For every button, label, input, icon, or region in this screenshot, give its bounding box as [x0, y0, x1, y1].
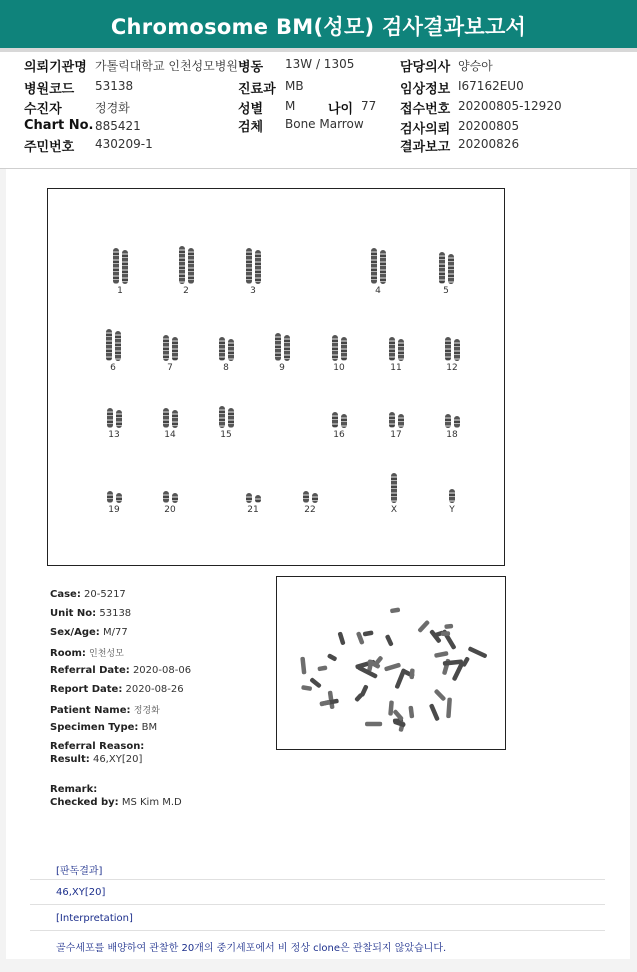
metaphase-chromosome [360, 684, 369, 697]
chromosome-label-4: 4 [375, 286, 381, 296]
chromosome-pair-10 [332, 335, 347, 361]
chromosome [172, 410, 178, 428]
clin-info-value: I67162EU0 [458, 79, 524, 93]
metaphase-chromosome [300, 657, 306, 675]
metaphase-chromosome [319, 700, 330, 707]
checked-label: Checked by: [50, 797, 119, 808]
chromosome [448, 254, 454, 284]
chromosome-pair-Y [449, 489, 455, 503]
refreason-row [50, 741, 144, 752]
chromosome-pair-11 [389, 337, 404, 361]
receipt-label: 접수번호 [400, 102, 451, 117]
chromosome [228, 339, 234, 361]
metaphase-chromosome [434, 689, 447, 702]
case-row [50, 589, 126, 600]
verdict-heading: [판독결과] [56, 866, 103, 877]
chromosome-pair-13 [107, 408, 122, 428]
verdict-value: 46,XY[20] [56, 887, 106, 898]
spectype-row [50, 722, 157, 733]
chromosome-pair-22 [303, 491, 318, 503]
chromosome [219, 337, 225, 361]
chromosome [341, 337, 347, 361]
chromosome-label-19: 19 [108, 505, 120, 515]
sex-value: M [285, 99, 296, 113]
metaphase-chromosome [390, 607, 400, 613]
metaphase-spread-image [276, 576, 506, 750]
chromosome-label-3: 3 [250, 286, 256, 296]
chromosome-pair-16 [332, 412, 347, 428]
case-label: Case: [50, 589, 81, 600]
spectype-label: Specimen Type: [50, 722, 139, 733]
chromosome-label-10: 10 [333, 363, 345, 373]
sexage-label: Sex/Age: [50, 627, 100, 638]
chromosome [255, 495, 261, 503]
chromosome-pair-17 [389, 412, 404, 428]
report-title: Chromosome BM(성모) 검사결과보고서 [110, 15, 527, 39]
chromosome [341, 414, 347, 428]
interp-value: 골수세포를 배양하여 관찰한 20개의 중기세포에서 비 정상 clone은 관찰되지 않았습니다. [56, 943, 447, 954]
interp-heading: [Interpretation] [56, 913, 133, 924]
chromosome [371, 248, 377, 284]
doctor-label: 담당의사 [400, 60, 451, 75]
chromosome [188, 248, 194, 284]
chromosome [172, 493, 178, 503]
chromosome-label-18: 18 [446, 430, 458, 440]
chromosome-label-5: 5 [443, 286, 449, 296]
chromosome-label-15: 15 [220, 430, 232, 440]
patient-label: Patient Name: [50, 705, 131, 716]
metaphase-chromosome [384, 662, 401, 671]
chromosome-label-14: 14 [164, 430, 176, 440]
repdate-row [50, 684, 184, 695]
chromosome-label-20: 20 [164, 505, 176, 515]
chromosome-label-8: 8 [223, 363, 229, 373]
chromosome [454, 416, 460, 428]
result-report-value: 20200826 [458, 137, 520, 151]
remark-row [50, 784, 97, 795]
chromosome [116, 410, 122, 428]
age-value: 77 [361, 99, 377, 113]
sex-label: 성별 [238, 102, 264, 117]
repdate-value: 2020-08-26 [125, 684, 184, 695]
hosp-code-value: 53138 [95, 79, 134, 93]
chromosome [219, 406, 225, 428]
karyogram-image [47, 188, 505, 566]
result-row [50, 754, 142, 765]
ward-label: 병동 [238, 60, 264, 75]
result-label: Result: [50, 754, 90, 765]
chromosome [391, 473, 397, 503]
patient-value: 정경화 [133, 706, 160, 716]
chromosome [275, 333, 281, 361]
receiver-value: 정경화 [95, 101, 130, 115]
chromosome-pair-1 [113, 248, 128, 284]
result-report-label: 결과보고 [400, 140, 451, 155]
chromosome [332, 412, 338, 428]
case-value: 20-5217 [84, 589, 126, 600]
room-value: 인천성모 [89, 649, 124, 659]
chromosome [115, 331, 121, 361]
ward-value: 13W / 1305 [285, 57, 355, 71]
chromosome-pair-6 [106, 329, 121, 361]
refdate-value: 2020-08-06 [132, 665, 192, 676]
metaphase-chromosome [363, 630, 374, 636]
chromosome [163, 335, 169, 361]
chromosome-label-6: 6 [110, 363, 116, 373]
refreason-label: Referral Reason: [50, 741, 145, 752]
chart-label: Chart No. [24, 118, 94, 133]
chromosome-pair-15 [219, 406, 234, 428]
chromosome [398, 414, 404, 428]
req-org-value: 가톨릭대학교 인천성모병원 [95, 59, 238, 73]
doctor-value: 양승아 [458, 59, 493, 73]
chromosome-label-11: 11 [390, 363, 402, 373]
chromosome-pair-18 [445, 414, 460, 428]
chromosome [228, 408, 234, 428]
chromosome-label-9: 9 [279, 363, 285, 373]
refdate-label: Referral Date: [50, 665, 130, 676]
hosp-code-label: 병원코드 [24, 82, 75, 97]
metaphase-chromosome [444, 624, 453, 629]
chromosome-label-16: 16 [333, 430, 345, 440]
specimen-value: Bone Marrow [285, 117, 364, 131]
dept-value: MB [285, 79, 304, 93]
req-org-label: 의뢰기관명 [24, 60, 87, 75]
chromosome [106, 329, 112, 361]
metaphase-chromosome [301, 685, 312, 691]
sexage-row [50, 627, 128, 638]
metaphase-chromosome [317, 665, 327, 671]
chromosome [454, 339, 460, 361]
chromosome [246, 493, 252, 503]
metaphase-chromosome [417, 620, 430, 633]
room-label: Room: [50, 648, 86, 659]
chromosome [113, 248, 119, 284]
receiver-label: 수진자 [24, 102, 62, 117]
refdate-row [50, 665, 191, 676]
chromosome-label-21: 21 [247, 505, 259, 515]
metaphase-chromosome [385, 634, 394, 647]
patient-row [50, 703, 160, 716]
unit-value: 53138 [99, 608, 132, 619]
remark-label: Remark: [50, 784, 98, 795]
metaphase-spread-graphic [277, 577, 505, 749]
chromosome [107, 408, 113, 428]
chromosome-pair-8 [219, 337, 234, 361]
metaphase-chromosome [365, 722, 382, 727]
chromosome-pair-20 [163, 491, 178, 503]
age-label: 나이 [328, 102, 354, 117]
metaphase-chromosome [429, 629, 442, 644]
chromosome-label-2: 2 [183, 286, 189, 296]
unit-row [50, 608, 131, 619]
chromosome-label-12: 12 [446, 363, 458, 373]
patient-info-panel [0, 52, 637, 169]
chromosome-pair-9 [275, 333, 290, 361]
metaphase-chromosome [409, 668, 414, 679]
chromosome-label-Y: Y [449, 505, 455, 515]
chromosome [439, 252, 445, 284]
chromosome [163, 408, 169, 428]
chromosome [122, 250, 128, 284]
metaphase-chromosome [429, 703, 440, 721]
chromosome-pair-X [391, 473, 397, 503]
chromosome [449, 489, 455, 503]
id-value: 430209-1 [95, 137, 153, 151]
metaphase-chromosome [446, 697, 452, 718]
chromosome [398, 339, 404, 361]
chromosome-label-1: 1 [117, 286, 123, 296]
test-req-label: 검사의뢰 [400, 122, 451, 137]
sexage-value: M/77 [102, 627, 128, 638]
metaphase-chromosome [408, 706, 414, 719]
chromosome-pair-21 [246, 493, 261, 503]
checked-value: MS Kim M.D [121, 797, 182, 808]
chromosome [255, 250, 261, 284]
chromosome [332, 335, 338, 361]
metaphase-chromosome [468, 646, 488, 659]
chromosome-pair-14 [163, 408, 178, 428]
divider [30, 930, 605, 931]
chromosome [303, 491, 309, 503]
chromosome [380, 250, 386, 284]
chromosome [445, 337, 451, 361]
chromosome-pair-19 [107, 491, 122, 503]
chromosome-label-13: 13 [108, 430, 120, 440]
checked-row [50, 797, 182, 808]
chromosome-pair-2 [179, 246, 194, 284]
chromosome [246, 248, 252, 284]
dept-label: 진료과 [238, 82, 276, 97]
chromosome [163, 491, 169, 503]
test-req-value: 20200805 [458, 119, 520, 133]
chart-value: 885421 [95, 119, 141, 133]
repdate-label: Report Date: [50, 684, 123, 695]
metaphase-chromosome [388, 700, 394, 715]
chromosome [116, 493, 122, 503]
chromosome-pair-5 [439, 252, 454, 284]
result-value: 46,XY[20] [92, 754, 143, 765]
room-row [50, 646, 124, 659]
chromosome-label-17: 17 [390, 430, 402, 440]
chromosome-label-22: 22 [304, 505, 316, 515]
divider [30, 879, 605, 880]
chromosome-label-7: 7 [167, 363, 173, 373]
chromosome-label-X: X [390, 505, 398, 515]
metaphase-chromosome [434, 651, 449, 658]
chromosome [172, 337, 178, 361]
chromosome-pair-12 [445, 337, 460, 361]
chromosome-pair-3 [246, 248, 261, 284]
clin-info-label: 임상정보 [400, 82, 451, 97]
chromosome [284, 335, 290, 361]
chromosome [312, 493, 318, 503]
chromosome-pair-4 [371, 248, 386, 284]
unit-label: Unit No: [50, 608, 97, 619]
metaphase-chromosome [441, 631, 450, 636]
chromosome [107, 491, 113, 503]
report-header [0, 0, 637, 48]
chromosome [389, 337, 395, 361]
chromosome [389, 412, 395, 428]
metaphase-chromosome [357, 665, 378, 679]
specimen-label: 검체 [238, 120, 264, 135]
receipt-value: 20200805-12920 [458, 99, 562, 113]
divider [30, 904, 605, 905]
metaphase-chromosome [327, 653, 338, 662]
chromosome [179, 246, 185, 284]
metaphase-chromosome [337, 631, 345, 645]
chromosome [445, 414, 451, 428]
id-label: 주민번호 [24, 140, 75, 155]
spectype-value: BM [141, 722, 158, 733]
chromosome-pair-7 [163, 335, 178, 361]
